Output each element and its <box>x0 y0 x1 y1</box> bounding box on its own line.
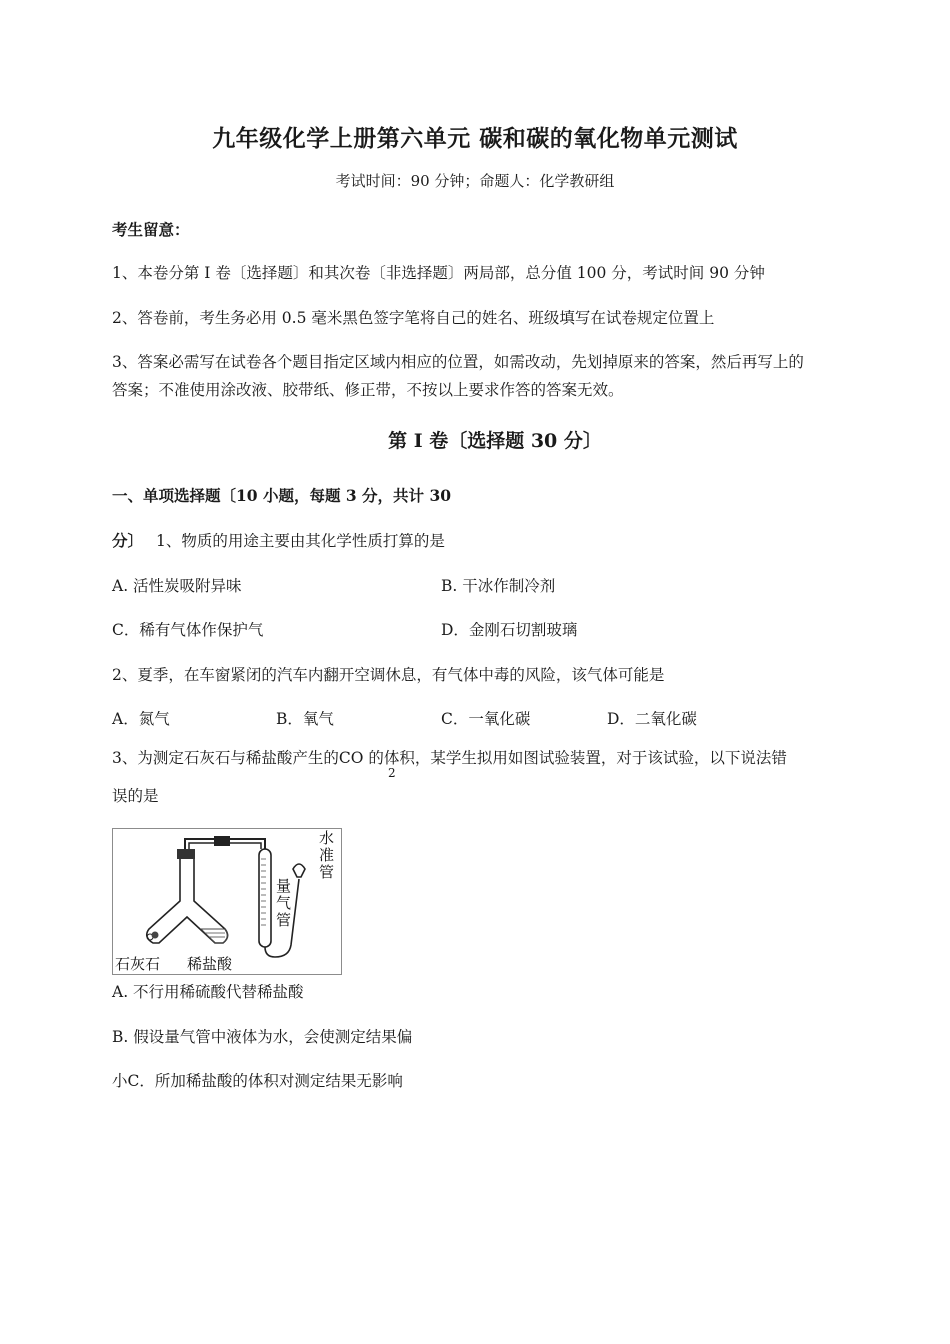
q2-option-d: D．二氧化碳 <box>607 710 697 728</box>
page-title: 九年级化学上册第六单元 碳和碳的氧化物单元测试 <box>212 125 738 152</box>
part-heading-cont: 分〕 <box>112 531 144 550</box>
question-2-stem: 2、夏季，在车窗紧闭的汽车内翻开空调休息，有气体中毒的风险，该气体可能是 <box>112 666 665 684</box>
apparatus-diagram <box>113 829 341 974</box>
notice-item-2: 2、答卷前，考生务必用 0.5 毫米黑色签字笔将自己的姓名、班级填写在试卷规定位置上 <box>112 309 715 327</box>
q2-option-a: A．氮气 <box>112 710 170 728</box>
q3-option-a: A. 不行用稀硫酸代替稀盐酸 <box>112 983 304 1001</box>
gas-burette-icon <box>259 849 271 947</box>
q1-option-a: A. 活性炭吸附异味 <box>112 577 242 595</box>
notice-item-3: 3、答案必需写在试卷各个题目指定区域内相应的位置，如需改动，先划掉原来的答案，然后再写上的 <box>112 353 804 371</box>
section-title: 第 I 卷〔选择题 30 分〕 <box>388 430 602 452</box>
part-heading: 一、单项选择题〔10 小题，每题 3 分，共计 30 <box>112 486 452 505</box>
question-1-line <box>112 529 445 551</box>
q3-option-b-cont-c: 小C．所加稀盐酸的体积对测定结果无影响 <box>112 1072 403 1090</box>
q2-option-c: C．一氧化碳 <box>441 710 531 728</box>
q2-option-b: B．氧气 <box>276 710 334 728</box>
y-tube-icon <box>147 859 228 943</box>
leveling-bulb-icon <box>293 864 305 877</box>
label-limestone: 石灰石 <box>115 955 161 973</box>
q1-option-d: D．金刚石切割玻璃 <box>441 621 578 639</box>
stopper-icon <box>177 849 195 859</box>
notice-item-3-cont: 答案；不准使用涂改液、胶带纸、修正带，不按以上要求作答的答案无效。 <box>112 381 624 399</box>
notice-heading: 考生留意： <box>112 220 190 239</box>
q3-option-b: B. 假设量气管中液体为水，会使测定结果偏 <box>112 1028 413 1046</box>
q1-option-b: B. 干冰作制冷剂 <box>441 577 556 595</box>
exam-info: 考试时间：90 分钟；命题人：化学教研组 <box>335 172 615 190</box>
label-gas-tube: 量气管 <box>276 877 292 929</box>
tube-clamp-icon <box>214 836 230 846</box>
label-level-tube: 水准管 <box>319 829 335 881</box>
notice-item-1: 1、本卷分第 I 卷〔选择题〕和其次卷〔非选择题〕两局部，总分值 100 分，考试时间 90 分钟 <box>112 264 765 282</box>
question-1-stem: 1、物质的用途主要由其化学性质打算的是 <box>155 532 445 550</box>
label-acid: 稀盐酸 <box>187 955 233 973</box>
co2-subscript: 2 <box>388 766 396 780</box>
question-3-stem-cont: 误的是 <box>112 787 159 805</box>
apparatus-figure <box>112 828 342 975</box>
question-3-stem: 3、为测定石灰石与稀盐酸产生的CO 的体积，某学生拟用如图试验装置，对于该试验，以下说法错 <box>112 749 787 767</box>
q1-option-c: C．稀有气体作保护气 <box>112 621 264 639</box>
